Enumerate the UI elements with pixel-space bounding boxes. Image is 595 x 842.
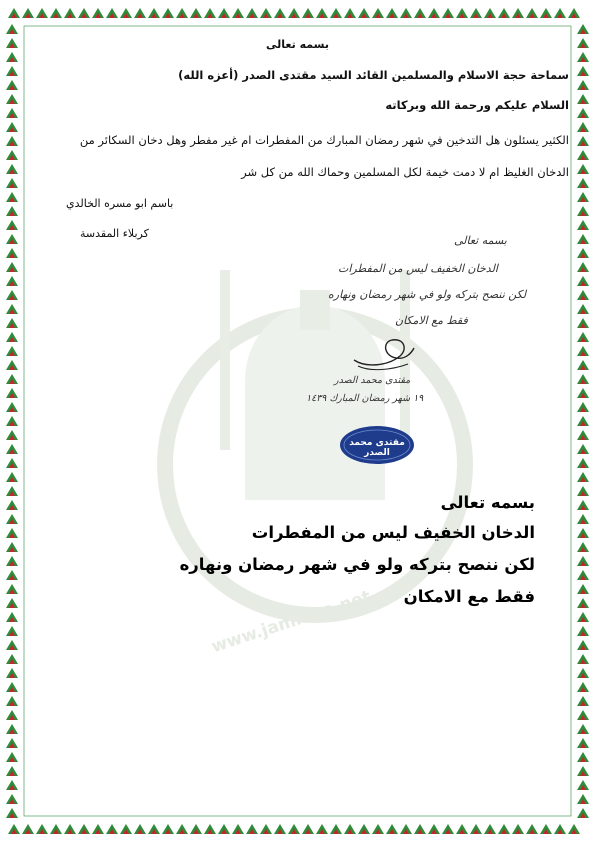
- greeting-line: السلام عليكم ورحمة الله وبركاته: [385, 98, 569, 112]
- signature-scribble: [348, 330, 418, 375]
- answer-line-3: لكن ننصح بتركه ولو في شهر رمضان ونهاره: [179, 555, 535, 574]
- seal-text: مقتدى محمد الصدر: [349, 438, 405, 458]
- question-line-2: الدخان الغليظ ام لا دمت خيمة لكل المسلمين وحماك الله من كل شر: [241, 165, 569, 179]
- question-line-1: الكثير يسئلون هل التدخين في شهر رمضان المبارك من المفطرات ام غير مفطر وهل دخان السكائر من: [79, 133, 569, 147]
- handwritten-line-2: الدخان الخفيف ليس من المفطرات: [338, 262, 498, 275]
- answer-line-4: فقط مع الامكان: [403, 587, 535, 606]
- signature-date: ١٩ شهر رمضان المبارك ١٤٣٩: [306, 393, 424, 404]
- answer-line-2: الدخان الخفيف ليس من المفطرات: [251, 523, 535, 542]
- signature-name: مقتدى محمد الصدر: [334, 375, 411, 386]
- sender-name: باسم ابو مسره الخالدي: [66, 197, 174, 210]
- addressee-line: سماحة حجة الاسلام والمسلمين القائد السيد مقتدى الصدر (أعزه الله): [178, 68, 569, 82]
- letter-title: بسمه تعالى: [266, 38, 329, 51]
- answer-line-1: بسمه تعالى: [440, 493, 535, 512]
- watermark-text: www.jaml3aa.net: [208, 586, 374, 658]
- handwritten-line-4: فقط مع الامكان: [395, 314, 468, 327]
- sender-city: كربلاء المقدسة: [80, 227, 149, 240]
- handwritten-line-3: لكن ننصح بتركه ولو في شهر رمضان ونهاره: [328, 288, 527, 301]
- handwritten-line-1: بسمه تعالى: [454, 234, 507, 247]
